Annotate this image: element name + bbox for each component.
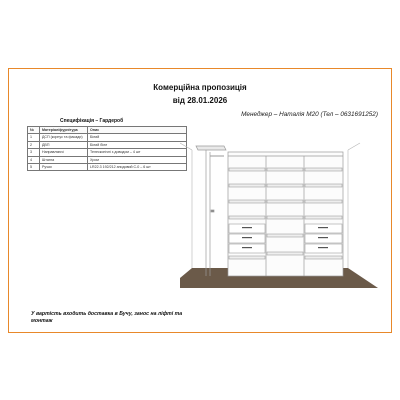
hook — [211, 210, 214, 212]
shelf — [305, 184, 342, 187]
row-description: Хром — [88, 156, 187, 163]
spec-header-number: № — [28, 127, 40, 134]
row-number: 1 — [28, 134, 40, 141]
shelf — [267, 234, 303, 237]
drawer — [305, 234, 342, 243]
shelf — [267, 252, 303, 255]
row-material: ДВП — [40, 141, 88, 148]
document-title: Комерційна пропозиція — [153, 83, 247, 92]
row-number: 4 — [28, 156, 40, 163]
wardrobe-drawing — [180, 138, 380, 298]
row-number: 3 — [28, 149, 40, 156]
shelf — [229, 168, 265, 171]
open-hanging-section — [196, 146, 226, 276]
shelf — [229, 184, 265, 187]
room-left-ceiling-line — [180, 143, 192, 150]
handle — [242, 247, 252, 248]
row-material: Ручки — [40, 164, 88, 171]
row-material: Штанга — [40, 156, 88, 163]
drawer — [305, 224, 342, 233]
row-material: ДСП (корпус та фасади) — [40, 134, 88, 141]
shelf — [305, 200, 342, 203]
row-description: Телескопічні з доводом – 4 шт — [88, 149, 187, 156]
drawer — [229, 244, 265, 253]
drawer — [229, 234, 265, 243]
delivery-note: У вартість входить доставка в Бучу, занос на ліфті та монтаж — [31, 311, 183, 324]
shelf — [229, 216, 265, 219]
shelf — [267, 184, 303, 187]
handle — [242, 237, 252, 238]
manager-contact: Менеджер – Наталія М20 (Тел – 0631691252) — [241, 111, 378, 118]
spec-header-row — [28, 127, 187, 134]
row-description: Білий біле — [88, 141, 187, 148]
table-row — [28, 149, 187, 156]
table-row — [28, 164, 187, 171]
shelf — [305, 256, 342, 259]
handle — [318, 227, 328, 228]
spec-caption: Специфікація – Гардероб — [60, 118, 124, 124]
row-number: 2 — [28, 141, 40, 148]
table-row — [28, 141, 187, 148]
document-date: від 28.01.2026 — [172, 96, 228, 105]
shelf — [229, 256, 265, 259]
row-material: Направляючі — [40, 149, 88, 156]
spec-header-material: Матеріал/фурнітура — [40, 127, 88, 134]
handle — [242, 227, 252, 228]
spec-header-description: Опис — [88, 127, 187, 134]
drawer — [305, 244, 342, 253]
shelf — [305, 168, 342, 171]
shelf — [267, 216, 303, 219]
shelf — [267, 168, 303, 171]
table-row — [28, 156, 187, 163]
table-row — [28, 134, 187, 141]
drawer — [229, 224, 265, 233]
shelf — [229, 200, 265, 203]
handle — [318, 247, 328, 248]
row-description: Білий — [88, 134, 187, 141]
room-right-ceiling-line — [348, 143, 360, 150]
row-number: 5 — [28, 164, 40, 171]
shelf — [267, 200, 303, 203]
shelf — [305, 216, 342, 219]
spec-table — [27, 126, 187, 171]
handle — [318, 237, 328, 238]
top-shelf — [196, 146, 226, 150]
row-description: LR22.3 192/212 анодовий С-0 – 6 шт — [88, 164, 187, 171]
